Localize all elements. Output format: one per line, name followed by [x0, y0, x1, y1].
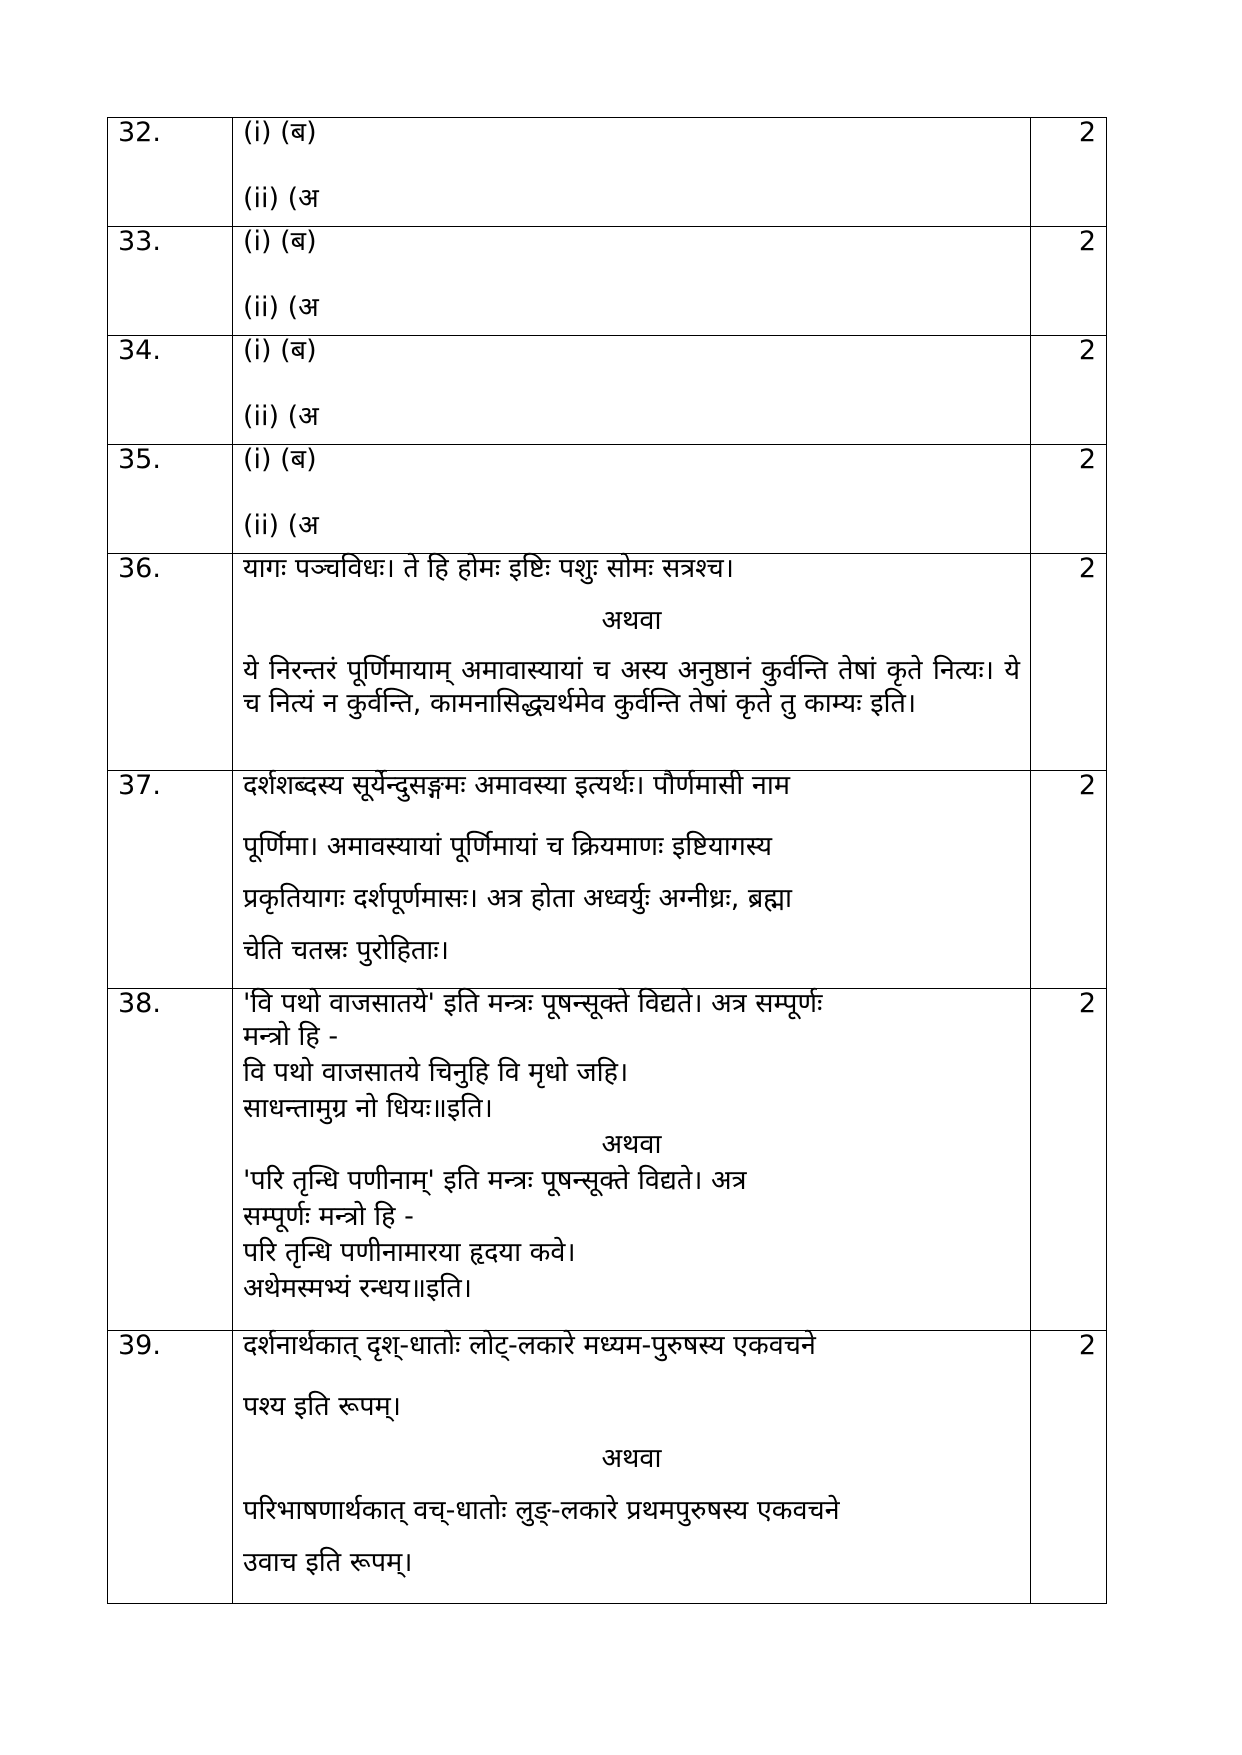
answer-line: मन्त्रो हि - — [243, 1021, 339, 1052]
answer-key-table — [107, 117, 1107, 1604]
answer-paragraph: ये निरन्तरं पूर्णिमायाम् अमावास्यायां च अस्य अनुष्ठानं कुर्वन्ति तेषां कृते नित्यः। ये च नित्यं न कुर्वन्ति, कामनासिद्ध्यर्थमेव कुर्वन्ति तेषां कृते तु काम्यः इति। — [243, 655, 1020, 719]
marks: 2 — [1031, 336, 1107, 445]
answer-line: सम्पूर्णः मन्त्रो हि - — [243, 1201, 414, 1232]
answer-line: (ii) (अ — [243, 183, 319, 214]
answer-line: (ii) (अ — [243, 292, 319, 323]
answer-line: अथेमस्मभ्यं रन्धय॥इति। — [243, 1273, 472, 1304]
answer-line: 'परि तृन्धि पणीनाम्' इति मन्त्रः पूषन्सूक्ते विद्यते। अत्र — [243, 1165, 747, 1196]
table-row — [108, 336, 1107, 445]
answer-line: परि तृन्धि पणीनामारया हृदया कवे। — [243, 1237, 576, 1268]
answer-line: पश्य इति रूपम्। — [243, 1391, 401, 1422]
answer-line: (i) (ब) — [243, 444, 317, 475]
answer-line: वि पथो वाजसातये चिनुहि वि मृधो जहि। — [243, 1057, 629, 1088]
question-number: 32. — [108, 118, 233, 227]
answer-line: 'वि पथो वाजसातये' इति मन्त्रः पूषन्सूक्ते विद्यते। अत्र सम्पूर्णः — [243, 988, 823, 1019]
answer-cell — [233, 989, 1031, 1331]
marks: 2 — [1031, 445, 1107, 554]
table-row — [108, 771, 1107, 989]
answer-cell — [233, 118, 1031, 227]
marks: 2 — [1031, 554, 1107, 771]
marks: 2 — [1031, 118, 1107, 227]
table-row — [108, 118, 1107, 227]
answer-line: दर्शनार्थकात् दृश्-धातोः लोट्-लकारे मध्यम-पुरुषस्य एकवचने — [243, 1330, 816, 1361]
or-separator: अथवा — [601, 1129, 662, 1160]
question-number: 36. — [108, 554, 233, 771]
or-separator: अथवा — [601, 605, 662, 636]
marks: 2 — [1031, 989, 1107, 1331]
answer-line: (i) (ब) — [243, 335, 317, 366]
table-row — [108, 989, 1107, 1331]
answer-line: प्रकृतियागः दर्शपूर्णमासः। अत्र होता अध्वर्युः अग्नीध्रः, ब्रह्मा — [243, 883, 792, 914]
answer-line: परिभाषणार्थकात् वच्-धातोः लुङ्-लकारे प्रथमपुरुषस्य एकवचने — [243, 1495, 840, 1526]
table-row — [108, 1331, 1107, 1604]
answer-line: उवाच इति रूपम्। — [243, 1547, 413, 1578]
question-number: 34. — [108, 336, 233, 445]
marks: 2 — [1031, 227, 1107, 336]
table-row — [108, 227, 1107, 336]
answer-line: यागः पञ्चविधः। ते हि होमः इष्टिः पशुः सोमः सत्रश्च। — [243, 553, 735, 584]
question-number: 35. — [108, 445, 233, 554]
answer-line: पूर्णिमा। अमावस्यायां पूर्णिमायां च क्रियमाणः इष्टियागस्य — [243, 831, 773, 862]
answer-cell — [233, 336, 1031, 445]
marks: 2 — [1031, 771, 1107, 989]
question-number: 37. — [108, 771, 233, 989]
answer-cell — [233, 554, 1031, 771]
answer-line: दर्शशब्दस्य सूर्येन्दुसङ्गमः अमावस्या इत्यर्थः। पौर्णमासी नाम — [243, 770, 790, 801]
marks: 2 — [1031, 1331, 1107, 1604]
question-number: 38. — [108, 989, 233, 1331]
question-number: 33. — [108, 227, 233, 336]
answer-line: (ii) (अ — [243, 401, 319, 432]
answer-line: (ii) (अ — [243, 510, 319, 541]
answer-line: साधन्तामुग्र नो धियः॥इति। — [243, 1093, 493, 1124]
or-separator: अथवा — [601, 1443, 662, 1474]
answer-cell — [233, 1331, 1031, 1604]
answer-line: (i) (ब) — [243, 226, 317, 257]
answer-cell — [233, 445, 1031, 554]
answer-cell — [233, 227, 1031, 336]
question-number: 39. — [108, 1331, 233, 1604]
answer-line: (i) (ब) — [243, 117, 317, 148]
table-row — [108, 445, 1107, 554]
table-row — [108, 554, 1107, 771]
answer-line: चेति चतस्रः पुरोहिताः। — [243, 935, 449, 966]
answer-cell — [233, 771, 1031, 989]
